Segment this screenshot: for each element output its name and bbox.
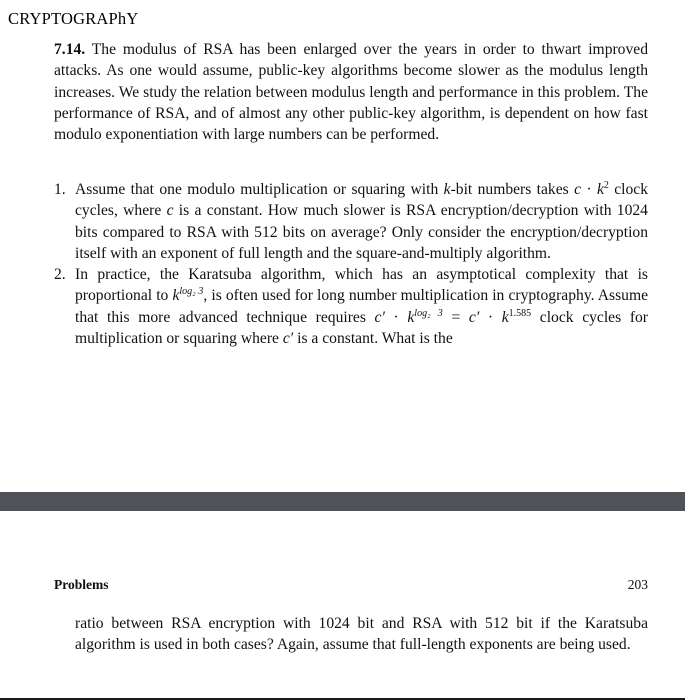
running-head-problems: Problems bbox=[54, 577, 109, 592]
subquestion-2-marker: 2. bbox=[54, 266, 66, 284]
q1-c2: c bbox=[166, 202, 174, 220]
running-header-title: CRYPTOGRAPhY bbox=[8, 9, 139, 28]
q1-c: c bbox=[574, 181, 582, 198]
subquestion-1-marker: 1. bbox=[54, 181, 66, 198]
q2-k3: k bbox=[501, 308, 509, 326]
subquestion-list bbox=[54, 179, 648, 349]
problem-number: 7.14. bbox=[54, 41, 86, 58]
q2-text-b: , is often used for long number multiplication in cryptography. Assume that this more advanced technique requires bbox=[75, 287, 648, 326]
q2-c2: c′ bbox=[468, 308, 480, 326]
q1-text-d: is a constant. How much slower is RSA encryption/decryption with 1024 bits compared to RSA with 512 bits on average? Only consider the encryption/decryption itself with an exponent of full length and the square-and-multiply algorithm. bbox=[75, 202, 648, 262]
page-divider-bar bbox=[0, 492, 685, 511]
q2-c3: c′ bbox=[282, 330, 294, 348]
q1-k2: k bbox=[596, 181, 604, 198]
q2-dot2: · bbox=[479, 308, 502, 326]
q2-k1: k bbox=[407, 308, 415, 326]
problem-intro: The modulus of RSA has been enlarged over the years in order to thwart improved attacks. As one would assume, public-key algorithms become slower as the modulus length increases. We study the relation between modulus length and performance in this problem. The performance of RSA, and of almost any other public-key algorithm, is dependent on how fast modulo exponentiation with large numbers can be performed. bbox=[54, 41, 648, 144]
subquestion-2 bbox=[54, 264, 648, 349]
q2-c1: c′ bbox=[374, 308, 385, 326]
q1-text-b: -bit numbers takes bbox=[450, 181, 575, 198]
q2-dot1: · bbox=[384, 308, 408, 326]
q2-k: k bbox=[172, 287, 180, 305]
q2-exponent-log-2: log₂ 3 bbox=[414, 307, 443, 319]
q1-exponent: 2 bbox=[603, 180, 609, 191]
page-number: 203 bbox=[627, 577, 648, 592]
q2-text-a: In practice, the Karatsuba algorithm, which has an asymptotical complexity that is proportional to bbox=[75, 266, 648, 305]
q2-text-c: clock cycles for multiplication or squaring where bbox=[75, 308, 649, 348]
q1-text-a: Assume that one modulo multiplication or squaring with bbox=[75, 181, 444, 198]
q2-text-d: is a constant. What is the bbox=[293, 330, 453, 348]
problem-statement bbox=[54, 39, 648, 145]
q1-dot: · bbox=[581, 181, 597, 198]
subquestion-1 bbox=[54, 179, 648, 264]
q2-equals: = bbox=[442, 308, 469, 326]
q2-exponent-1585: 1.585 bbox=[508, 307, 532, 319]
q2-exponent-log: log₂ 3 bbox=[179, 286, 204, 298]
subquestion-2-continuation: ratio between RSA encryption with 1024 bit and RSA with 512 bit if the Karatsuba algorithm is used in both cases? Again, assume that full-length exponents are being used. bbox=[75, 615, 648, 654]
q1-k: k bbox=[443, 181, 451, 198]
q1-text-c: clock cycles, where bbox=[75, 181, 649, 220]
